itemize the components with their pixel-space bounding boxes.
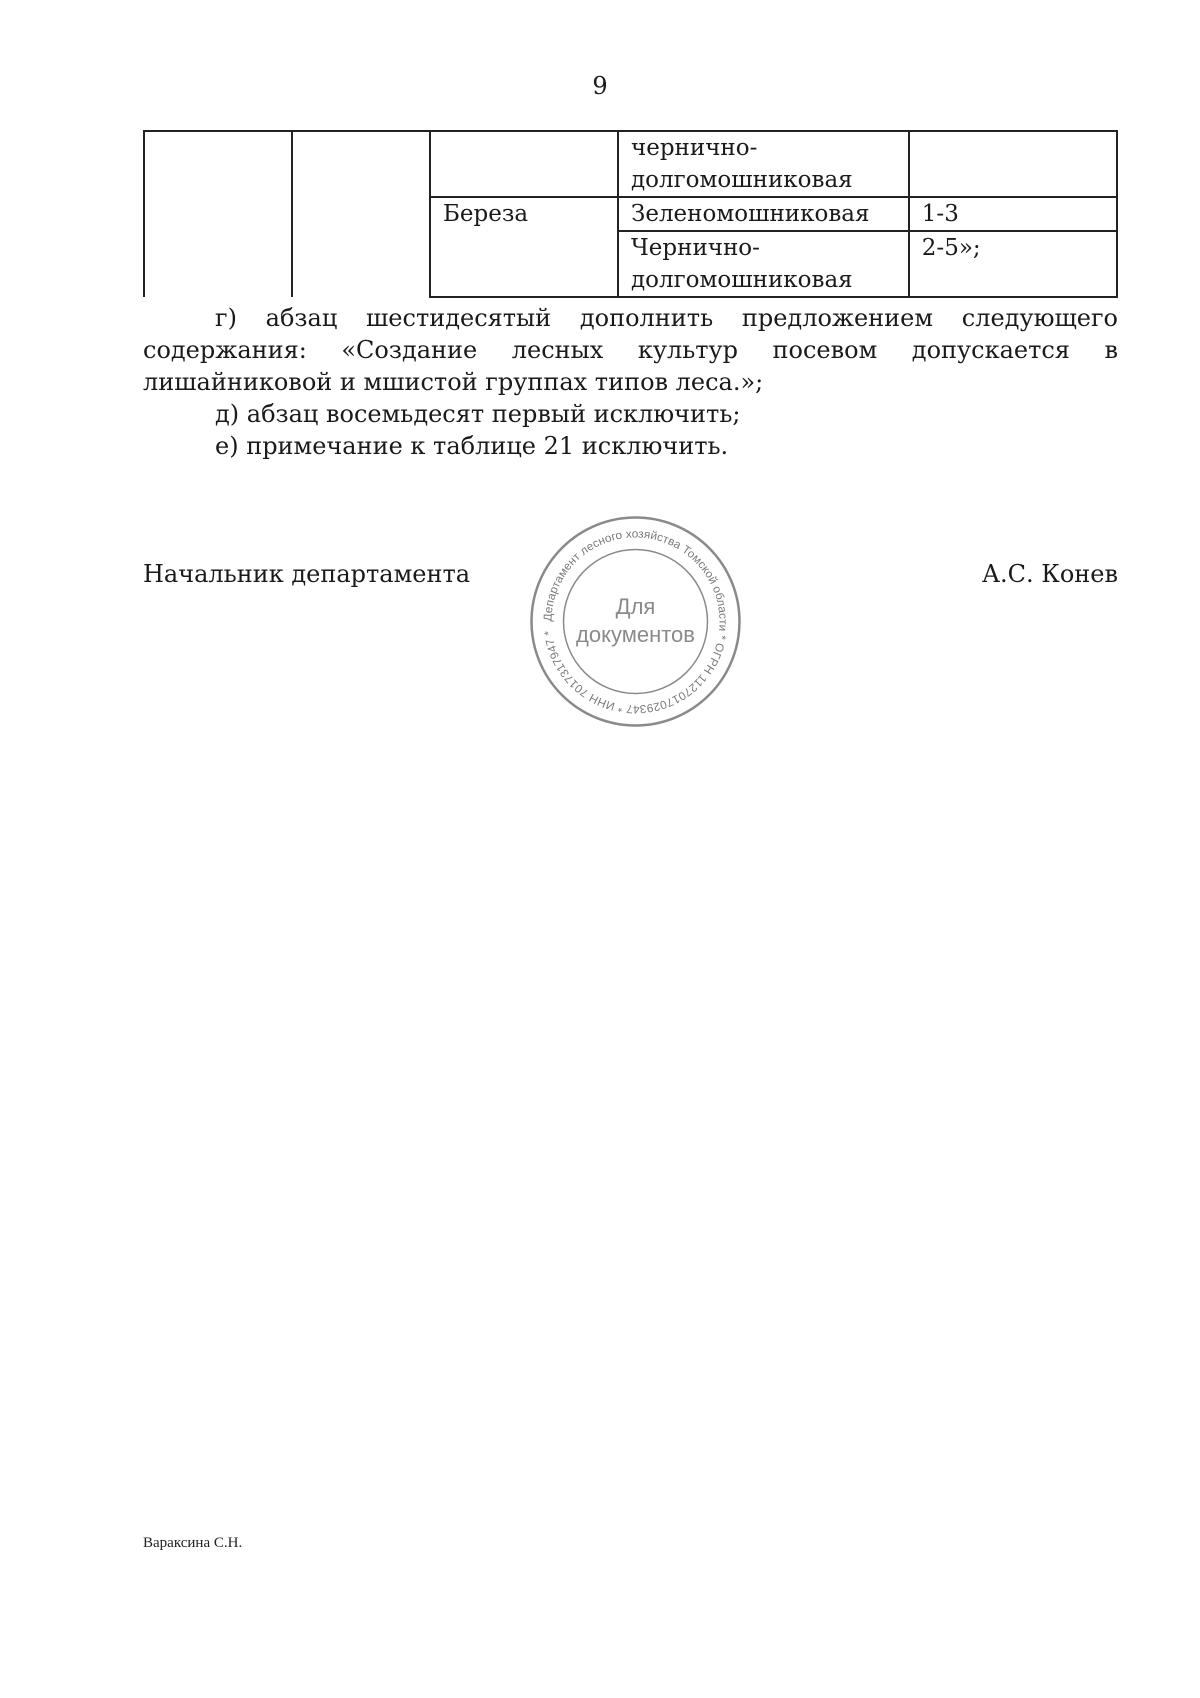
paragraph-g [143,302,1118,398]
signature-position: Начальник департамента [143,560,471,588]
table-cell [909,197,1117,231]
official-stamp [528,514,743,729]
table-cell [909,231,1117,297]
stamp-center-line2: документов [576,622,695,647]
executor-name: Вараксина С.Н. [143,1535,243,1551]
table-cell [144,131,292,297]
table-cell [618,231,909,297]
stamp-center-line1: Для [615,594,656,619]
table-cell [430,197,618,297]
table-cell [430,131,618,197]
cell-text: Чернично-долгомошниковая [631,235,853,293]
cell-text: чернично-долгомошниковая [631,135,853,193]
table-cell [292,131,430,297]
paragraph-d: д) абзац восемьдесят первый исключить; [215,400,741,428]
table-cell [618,197,909,231]
table-cell [618,131,909,197]
signature-name: А.С. Конев [981,560,1118,588]
table-cell [909,131,1117,197]
stamp-outer-text: Департамент лесного хозяйства Томской области * ОГРН 1127017029347 * ИНН 7017317947 * [542,528,729,715]
forest-table [143,130,1118,298]
paragraph-e: е) примечание к таблице 21 исключить. [215,432,729,460]
cell-text: Зеленомошниковая [631,201,870,227]
paragraph-g-text: г) абзац шестидесятый дополнить предложением следующего содержания: «Создание лесных культур посевом допускается в лишайниковой и мшистой группах типов леса.»; [143,304,1118,396]
table-row [144,131,1117,197]
cell-value: 1-3 [921,201,959,227]
page-number: 9 [592,72,608,100]
species-label: Береза [443,201,529,227]
cell-value: 2-5»; [921,235,981,261]
